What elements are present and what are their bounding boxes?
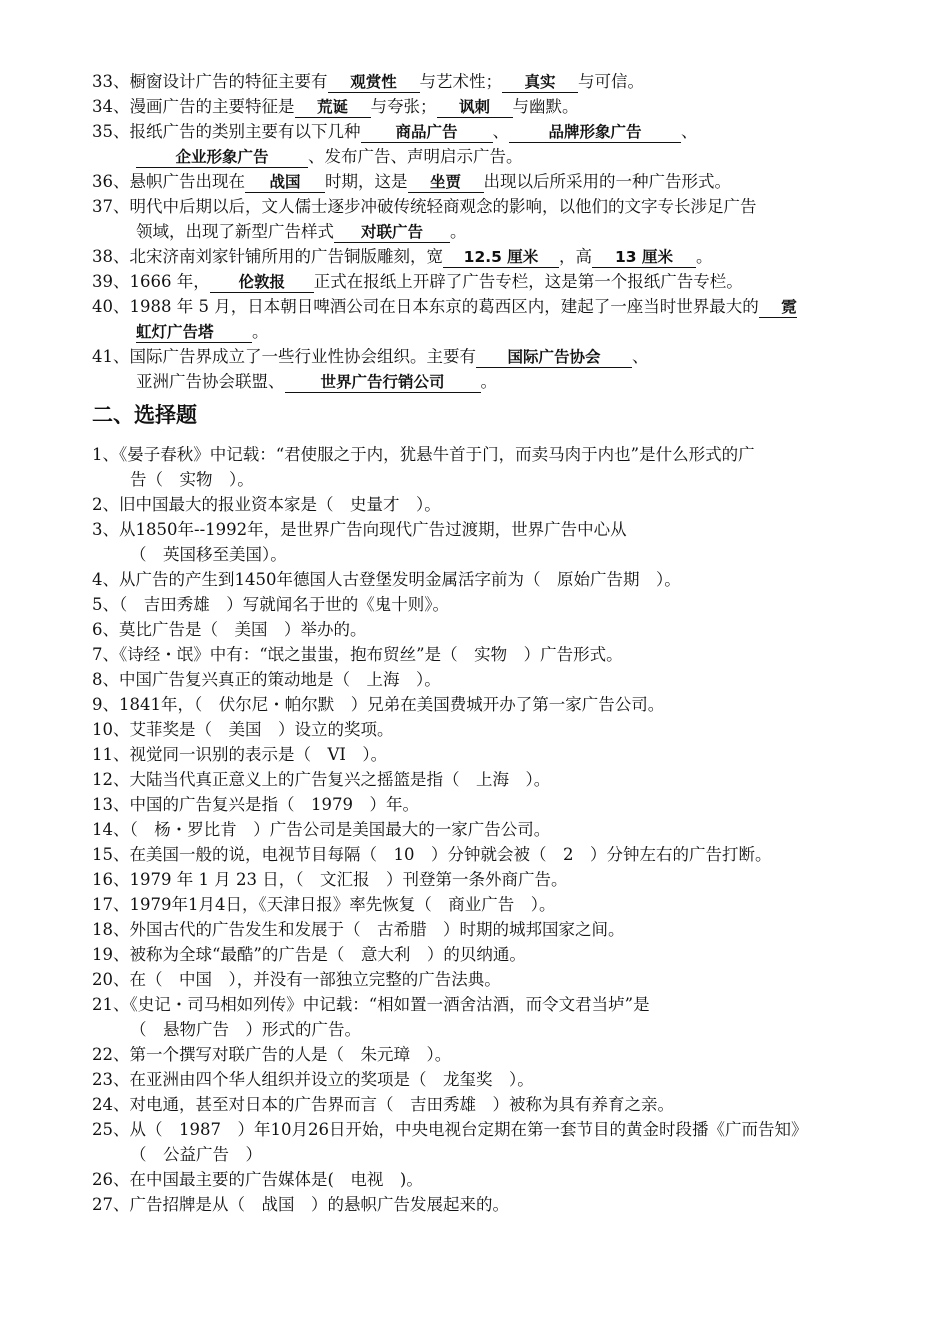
question-number: 39、: [92, 272, 130, 291]
question-number: 40、: [92, 297, 130, 316]
question-text: 在中国最主要的广告媒体是( 电视 )。: [129, 1170, 423, 1189]
question-number: 38、: [92, 247, 130, 266]
question-text: 1988 年 5 月，日本朝日啤酒公司在日本东京的葛西区内，建起了一座当时世界最大的: [129, 297, 759, 316]
question-text: 广告招牌是从（ 战国 ）的悬帜广告发展起来的。: [129, 1195, 509, 1214]
question-text: 在亚洲由四个华人组织并设立的奖项是（ 龙玺奖 ）。: [129, 1070, 534, 1089]
question-number: 33、: [92, 72, 130, 91]
choice-question-5: [92, 595, 872, 615]
question-text: 从广告的产生到1450年德国人古登堡发明金属活字前为（ 原始广告期 ）。: [119, 570, 681, 589]
question-text: 出现以后所采用的一种广告形式。: [483, 172, 731, 191]
question-text: 被称为全球“最酷”的广告是（ 意大利 ）的贝纳通。: [129, 945, 526, 964]
question-number: 23、: [92, 1070, 130, 1089]
fill-question-37-line2: [136, 222, 916, 243]
choice-question-17: [92, 895, 872, 915]
choice-question-6: [92, 620, 872, 640]
question-number: 7、: [92, 645, 119, 664]
question-text: 视觉同一识别的表示是（ VI ）。: [129, 745, 388, 764]
question-text: 中国广告复兴真正的策动地是（ 上海 ）。: [119, 670, 441, 689]
question-text: 大陆当代真正意义上的广告复兴之摇篮是指（ 上海 ）。: [129, 770, 551, 789]
question-text: 北宋济南刘家针铺所用的广告铜版雕刻，宽: [129, 247, 443, 266]
choice-question-15: [92, 845, 872, 865]
question-number: 35、: [92, 122, 130, 141]
choice-question-2: [92, 495, 872, 515]
question-text: 中国的广告复兴是指（ 1979 ）年。: [129, 795, 419, 814]
choice-question-19: [92, 945, 872, 965]
question-text: （ 英国移至美国）。: [130, 545, 287, 564]
fill-question-35-line2: [136, 147, 916, 168]
choice-question-13: [92, 795, 872, 815]
answer-blank: 伦敦报: [210, 273, 314, 293]
question-number: 20、: [92, 970, 130, 989]
question-text: ，高: [559, 247, 592, 266]
question-number: 19、: [92, 945, 130, 964]
question-number: 21、: [92, 995, 130, 1014]
question-text: 与幽默。: [512, 97, 579, 116]
fill-question-34: [92, 97, 872, 118]
fill-question-38: [92, 247, 872, 268]
question-number: 13、: [92, 795, 130, 814]
choice-question-7: [92, 645, 872, 665]
choice-question-22: [92, 1045, 872, 1065]
answer-blank: 虹灯广告塔: [136, 323, 252, 343]
question-text: 1666 年，: [129, 272, 210, 291]
question-text: 、发布广告、声明启示广告。: [308, 147, 523, 166]
answer-blank: 荒诞: [295, 98, 371, 118]
question-text: 1979年1月4日，《天津日报》率先恢复（ 商业广告 ）。: [129, 895, 556, 914]
choice-question-16: [92, 870, 872, 890]
question-text: 对电通，甚至对日本的广告界而言（ 吉田秀雄 ）被称为具有养育之亲。: [129, 1095, 674, 1114]
answer-blank: 对联广告: [334, 223, 450, 243]
question-text: 《诗经・氓》中有：“氓之蚩蚩，抱布贸丝”是（ 实物 ）广告形式。: [119, 645, 623, 664]
answer-blank: 品牌形象广告: [509, 123, 681, 143]
question-text: 与可信。: [578, 72, 644, 91]
choice-question-27: [92, 1195, 872, 1215]
question-text: 在（ 中国 ），并没有一部独立完整的广告法典。: [129, 970, 501, 989]
fill-question-40: [92, 297, 872, 318]
question-text: 正式在报纸上开辟了广告专栏，这是第一个报纸广告专栏。: [313, 272, 743, 291]
answer-blank: 坐贾: [408, 173, 484, 193]
question-text: （ 杨・罗比肯 ）广告公司是美国最大的一家广告公司。: [129, 820, 551, 839]
question-number: 37、: [92, 197, 130, 216]
choice-question-11: [92, 745, 872, 765]
choice-question-25-line2: [130, 1145, 910, 1165]
answer-blank: 讽刺: [437, 98, 513, 118]
question-number: 26、: [92, 1170, 130, 1189]
question-text: 告（ 实物 ）。: [130, 470, 254, 489]
answer-blank: 霓: [759, 298, 797, 318]
question-number: 36、: [92, 172, 130, 191]
choice-question-21-line2: [130, 1020, 910, 1040]
question-number: 9、: [92, 695, 119, 714]
fill-question-33: [92, 72, 872, 93]
choice-question-4: [92, 570, 872, 590]
question-number: 16、: [92, 870, 130, 889]
question-text: 从1850年--1992年，是世界广告向现代广告过渡期，世界广告中心从: [119, 520, 627, 539]
question-number: 8、: [92, 670, 119, 689]
choice-question-1-line2: [130, 470, 910, 490]
question-text: 。: [450, 222, 467, 241]
question-number: 10、: [92, 720, 130, 739]
choice-question-20: [92, 970, 872, 990]
question-text: 亚洲广告协会联盟、: [136, 372, 285, 391]
answer-blank: 观赏性: [328, 73, 420, 93]
answer-blank: 国际广告协会: [476, 348, 632, 368]
question-number: 3、: [92, 520, 119, 539]
choice-question-1: [92, 445, 872, 465]
question-text: 、: [632, 347, 649, 366]
question-text: 。: [696, 247, 713, 266]
question-text: 与夸张；: [370, 97, 437, 116]
fill-question-41-line2: [136, 372, 916, 393]
question-number: 18、: [92, 920, 130, 939]
question-text: 。: [252, 322, 269, 341]
question-text: 1841年，（ 伏尔尼・帕尔默 ）兄弟在美国费城开办了第一家广告公司。: [119, 695, 665, 714]
question-text: 时期，这是: [325, 172, 408, 191]
choice-question-8: [92, 670, 872, 690]
answer-blank: 真实: [502, 73, 578, 93]
answer-blank: 战国: [245, 173, 325, 193]
question-text: 。: [480, 372, 497, 391]
question-text: 第一个撰写对联广告的人是（ 朱元璋 ）。: [129, 1045, 452, 1064]
choice-question-3-line2: [130, 545, 910, 565]
question-number: 27、: [92, 1195, 130, 1214]
question-text: 与艺术性；: [419, 72, 502, 91]
question-number: 5、: [92, 595, 119, 614]
question-number: 1、: [92, 445, 119, 464]
choice-question-23: [92, 1070, 872, 1090]
choice-question-25: [92, 1120, 872, 1140]
question-number: 11、: [92, 745, 130, 764]
question-number: 17、: [92, 895, 130, 914]
answer-blank: 13 厘米: [592, 248, 696, 268]
question-text: 《晏子春秋》中记载：“君使服之于内，犹悬牛首于门，而卖马肉于内也”是什么形式的广: [119, 445, 755, 464]
choice-question-21: [92, 995, 872, 1015]
fill-question-40-line2: [136, 322, 916, 343]
choice-question-14: [92, 820, 872, 840]
answer-blank: 12.5 厘米: [443, 248, 559, 268]
question-number: 2、: [92, 495, 119, 514]
question-number: 25、: [92, 1120, 130, 1139]
question-text: 、: [492, 122, 509, 141]
question-text: （ 吉田秀雄 ）写就闻名于世的《鬼十则》。: [119, 595, 449, 614]
question-text: 艾菲奖是（ 美国 ）设立的奖项。: [129, 720, 394, 739]
choice-question-9: [92, 695, 872, 715]
choice-question-10: [92, 720, 872, 740]
fill-question-36: [92, 172, 872, 193]
question-number: 34、: [92, 97, 130, 116]
question-text: 国际广告界成立了一些行业性协会组织。主要有: [129, 347, 476, 366]
question-number: 4、: [92, 570, 119, 589]
fill-question-41: [92, 347, 872, 368]
choice-question-24: [92, 1095, 872, 1115]
question-text: （ 悬物广告 ）形式的广告。: [130, 1020, 361, 1039]
fill-question-37: [92, 197, 872, 217]
question-text: 从（ 1987 ）年10月26日开始，中央电视台定期在第一套节目的黄金时段播《广而告知》: [129, 1120, 808, 1139]
question-text: 领域，出现了新型广告样式: [136, 222, 334, 241]
question-number: 24、: [92, 1095, 130, 1114]
choice-question-26: [92, 1170, 872, 1190]
question-text: 漫画广告的主要特征是: [129, 97, 295, 116]
question-text: 外国古代的广告发生和发展于（ 古希腊 ）时期的城邦国家之间。: [129, 920, 625, 939]
fill-question-39: [92, 272, 872, 293]
question-text: 报纸广告的类别主要有以下几种: [129, 122, 361, 141]
question-text: 明代中后期以后，文人儒士逐步冲破传统轻商观念的影响，以他们的文字专长涉足广告: [129, 197, 757, 216]
question-text: 悬帜广告出现在: [129, 172, 245, 191]
question-number: 15、: [92, 845, 130, 864]
question-text: 在美国一般的说，电视节目每隔（ 10 ）分钟就会被（ 2 ）分钟左右的广告打断。: [129, 845, 772, 864]
question-text: 橱窗设计广告的特征主要有: [129, 72, 328, 91]
question-number: 6、: [92, 620, 119, 639]
question-number: 14、: [92, 820, 130, 839]
question-text: 旧中国最大的报业资本家是（ 史量才 ）。: [119, 495, 441, 514]
answer-blank: 世界广告行销公司: [285, 373, 481, 393]
section-heading: 二、选择题: [92, 403, 197, 427]
question-text: 《史记・司马相如列传》中记载：“相如置一酒舍沽酒，而令文君当垆”是: [129, 995, 650, 1014]
choice-question-12: [92, 770, 872, 790]
question-text: 1979 年 1 月 23 日，（ 文汇报 ）刊登第一条外商广告。: [129, 870, 568, 889]
question-text: （ 公益广告 ）: [130, 1145, 262, 1164]
question-text: 、: [681, 122, 698, 141]
answer-blank: 商品广告: [361, 123, 493, 143]
question-text: 莫比广告是（ 美国 ）举办的。: [119, 620, 367, 639]
choice-question-18: [92, 920, 872, 940]
question-number: 22、: [92, 1045, 130, 1064]
fill-question-35: [92, 122, 872, 143]
answer-blank: 企业形象广告: [136, 148, 308, 168]
question-number: 12、: [92, 770, 130, 789]
question-number: 41、: [92, 347, 130, 366]
choice-question-3: [92, 520, 872, 540]
